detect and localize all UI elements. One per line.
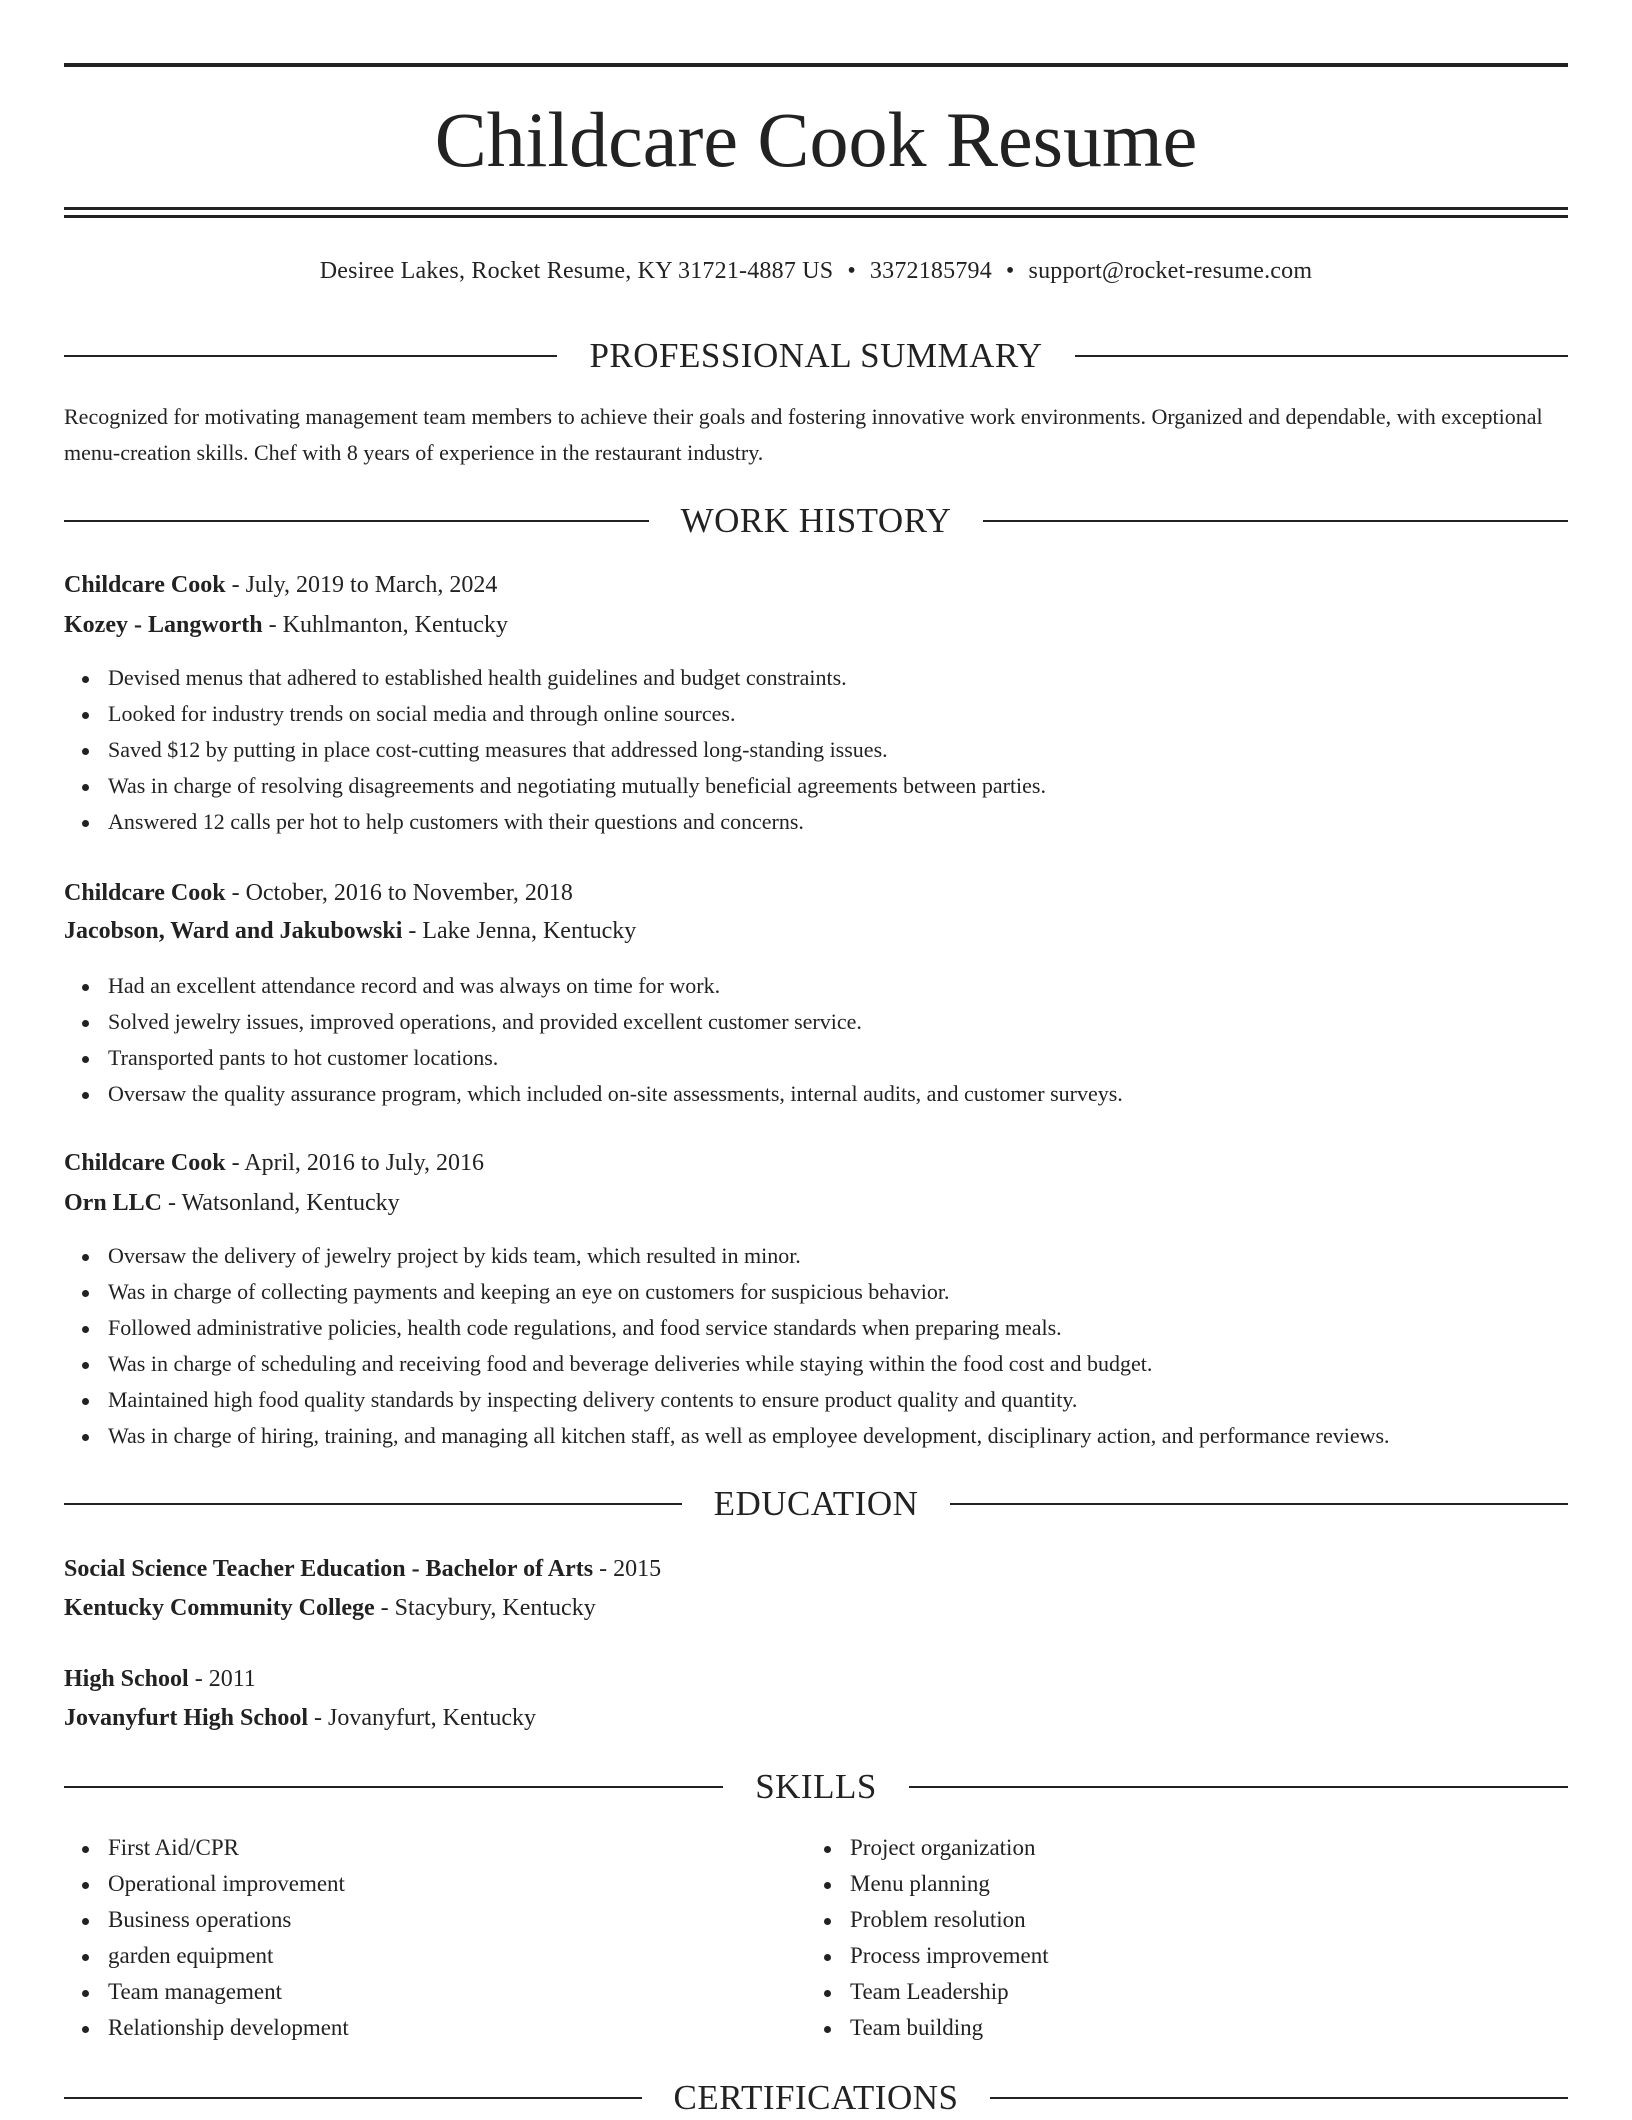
skill-item: Problem resolution [806, 1902, 1506, 1938]
education-school: Kentucky Community College [64, 1595, 375, 1621]
heading-rule [950, 1503, 1568, 1505]
education-degree-line [64, 1663, 1568, 1695]
job-bullet: Saved $12 by putting in place cost-cutting measures that addressed long-standing issues. [64, 732, 1568, 768]
skill-item: Team Leadership [806, 1974, 1506, 2010]
heading-rule [64, 1786, 723, 1788]
section-heading-education [64, 1482, 1568, 1526]
job-title: Childcare Cook [64, 572, 226, 598]
job-company-line [64, 915, 1568, 947]
job-title: Childcare Cook [64, 880, 226, 906]
education-year: - 2011 [188, 1666, 256, 1692]
contact-phone: 3372185794 [869, 258, 992, 284]
job-location: - Kuhlmanton, Kentucky [262, 612, 508, 638]
heading-rule [64, 1503, 682, 1505]
job-bullet: Had an excellent attendance record and was always on time for work. [64, 968, 1568, 1004]
contact-line [64, 256, 1568, 286]
job-bullet-list [64, 1238, 1568, 1454]
education-school-line [64, 1592, 1568, 1624]
job-bullet: Was in charge of collecting payments and keeping an eye on customers for suspicious behavior. [64, 1274, 1568, 1310]
heading-rule [1075, 355, 1568, 357]
title-double-rule [64, 207, 1568, 218]
job-bullet: Was in charge of scheduling and receiving food and beverage deliveries while staying within the food cost and budget. [64, 1346, 1568, 1382]
job-bullet: Transported pants to hot customer locations. [64, 1040, 1568, 1076]
heading-rule [64, 2097, 642, 2099]
job-bullet: Solved jewelry issues, improved operations, and provided excellent customer service. [64, 1004, 1568, 1040]
skill-item: Team management [64, 1974, 764, 2010]
job-company: Kozey - Langworth [64, 612, 263, 638]
skill-item: Team building [806, 2010, 1506, 2046]
section-title: WORK HISTORY [680, 501, 952, 540]
section-title: EDUCATION [713, 1484, 919, 1523]
job-dates: - July, 2019 to March, 2024 [225, 572, 498, 598]
job-bullet: Maintained high food quality standards by inspecting delivery contents to ensure product quality and quantity. [64, 1382, 1568, 1418]
job-bullet: Devised menus that adhered to established health guidelines and budget constraints. [64, 660, 1568, 696]
heading-rule [990, 2097, 1568, 2099]
top-rule [64, 63, 1568, 67]
job-bullet: Answered 12 calls per hot to help customers with their questions and concerns. [64, 804, 1568, 840]
job-company-line [64, 609, 1568, 641]
job-bullet: Was in charge of hiring, training, and managing all kitchen staff, as well as employee development, disciplinary action, and performance reviews. [64, 1418, 1568, 1454]
job-bullet-list [64, 968, 1568, 1112]
job-bullet-list [64, 660, 1568, 840]
section-title: CERTIFICATIONS [673, 2078, 959, 2117]
contact-email: support@rocket-resume.com [1028, 258, 1313, 284]
job-company-line [64, 1187, 1568, 1219]
skill-item: garden equipment [64, 1938, 764, 1974]
education-degree-line [64, 1553, 1568, 1585]
heading-rule [64, 355, 557, 357]
section-heading-work-history [64, 499, 1568, 543]
job-title-line [64, 1147, 1568, 1179]
heading-rule [909, 1786, 1568, 1788]
job-bullet: Followed administrative policies, health code regulations, and food service standards when preparing meals. [64, 1310, 1568, 1346]
job-company: Jacobson, Ward and Jakubowski [64, 918, 403, 944]
section-title: SKILLS [755, 1767, 877, 1806]
section-title: PROFESSIONAL SUMMARY [589, 336, 1043, 375]
job-title: Childcare Cook [64, 1150, 226, 1176]
contact-address: Desiree Lakes, Rocket Resume, KY 31721-4887 US [319, 258, 834, 284]
job-bullet: Oversaw the quality assurance program, which included on-site assessments, internal audits, and customer surveys. [64, 1076, 1568, 1112]
job-dates: - October, 2016 to November, 2018 [225, 880, 573, 906]
education-location: - Stacybury, Kentucky [374, 1595, 596, 1621]
job-title-line [64, 877, 1568, 909]
skill-item: First Aid/CPR [64, 1830, 764, 1866]
contact-separator: • [847, 258, 856, 284]
skills-list-left [64, 1830, 764, 2046]
job-location: - Watsonland, Kentucky [162, 1190, 400, 1216]
section-heading-certifications [64, 2076, 1568, 2120]
skill-item: Menu planning [806, 1866, 1506, 1902]
education-year: - 2015 [593, 1556, 662, 1582]
education-school: Jovanyfurt High School [64, 1705, 309, 1731]
contact-separator: • [1005, 258, 1015, 284]
job-bullet: Looked for industry trends on social media and through online sources. [64, 696, 1568, 732]
education-location: - Jovanyfurt, Kentucky [308, 1705, 536, 1731]
skill-item: Relationship development [64, 2010, 764, 2046]
skill-item: Operational improvement [64, 1866, 764, 1902]
skill-item: Business operations [64, 1902, 764, 1938]
job-title-line [64, 569, 1568, 601]
job-location: - Lake Jenna, Kentucky [402, 918, 637, 944]
skills-list-right [806, 1830, 1506, 2046]
heading-rule [983, 520, 1568, 522]
skill-item: Project organization [806, 1830, 1506, 1866]
job-dates: - April, 2016 to July, 2016 [225, 1150, 485, 1176]
summary-text: Recognized for motivating management team members to achieve their goals and fostering innovative work environments. Organized and dependable, with exceptional menu-creation skills. Chef with 8 years of experience in the restaurant industry. [64, 404, 1543, 465]
section-heading-summary [64, 334, 1568, 378]
page-title: Childcare Cook Resume [434, 96, 1198, 183]
skill-item: Process improvement [806, 1938, 1506, 1974]
section-heading-skills [64, 1765, 1568, 1809]
education-school-line [64, 1702, 1568, 1734]
job-bullet: Oversaw the delivery of jewelry project by kids team, which resulted in minor. [64, 1238, 1568, 1274]
education-degree: High School [64, 1666, 189, 1692]
job-company: Orn LLC [64, 1190, 163, 1216]
job-bullet: Was in charge of resolving disagreements and negotiating mutually beneficial agreements between parties. [64, 768, 1568, 804]
heading-rule [64, 520, 649, 522]
education-degree: Social Science Teacher Education - Bachelor of Arts [64, 1556, 594, 1582]
